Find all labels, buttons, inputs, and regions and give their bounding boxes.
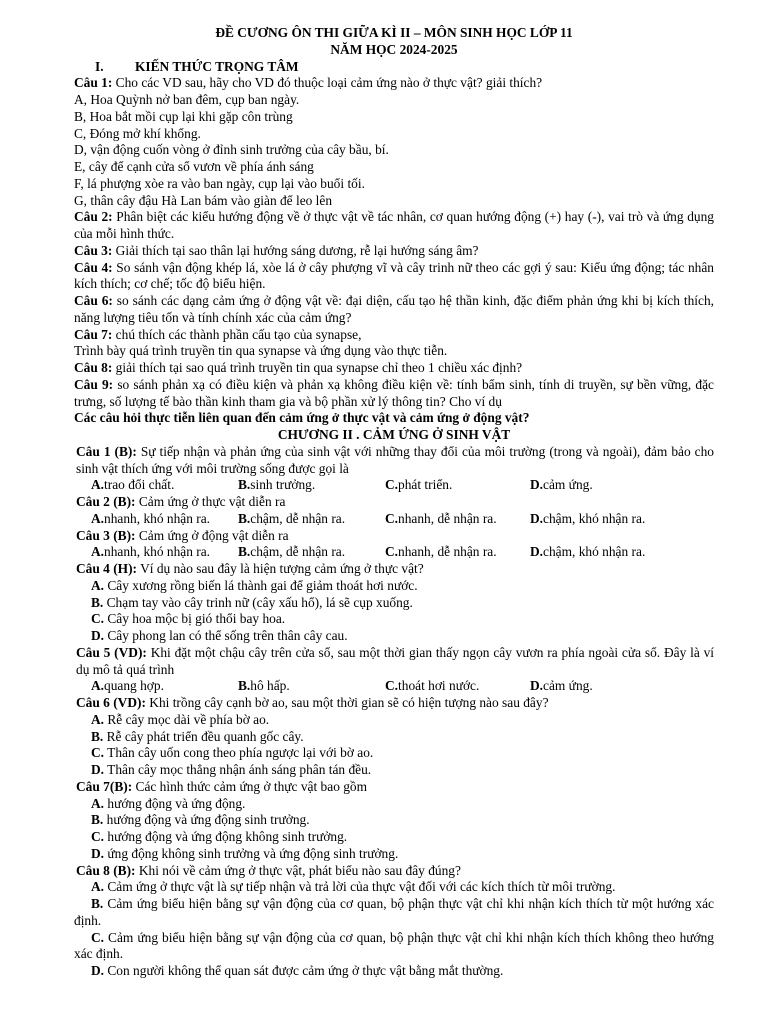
- question-label: Câu 6 (VD):: [76, 695, 146, 710]
- question-9: [74, 377, 714, 411]
- option-a: A.nhanh, khó nhận ra.: [91, 544, 211, 560]
- option-b: B.chậm, dễ nhận ra.: [238, 510, 346, 526]
- mc-question-8: [74, 863, 714, 880]
- option-a: A. hướng động và ứng động.: [91, 795, 246, 811]
- question-label: Câu 6:: [74, 293, 113, 308]
- option-a: A. Cảm ứng ở thực vật là sự tiếp nhận và trả lời của thực vật đối với các kích thích từ môi trường.: [91, 879, 616, 895]
- question-label: Câu 9:: [74, 376, 114, 392]
- school-year: NĂM HỌC 2024-2025: [330, 41, 458, 57]
- mc-options-2: [74, 511, 714, 528]
- option-b: B. Rễ cây phát triển đều quanh gốc cây.: [91, 728, 304, 744]
- option-d: D.chậm, khó nhận ra.: [530, 510, 646, 526]
- question-label: Câu 8:: [74, 360, 113, 375]
- question-label: Câu 4:: [74, 259, 113, 275]
- option-c: C.phát triển.: [385, 477, 453, 493]
- question-text: so sánh các dạng cảm ứng ở động vật về: đại diện, cấu tạo hệ thần kinh, đặc điểm phản ứng khi bị kích thích, năng lượng tiêu tốn và tính chính xác của cảm ứng?: [74, 293, 714, 325]
- mc-question-4: [74, 561, 714, 578]
- question-text: Sự tiếp nhận và phản ứng của sinh vật với những thay đổi của môi trường (trong và ngoài), đảm bảo cho sinh vật thích ứng với môi trường sống được gọi là: [76, 443, 714, 476]
- option-a: A.quang hợp.: [91, 678, 164, 694]
- question-text: Khi trồng cây cạnh bờ ao, sau một thời gian sẽ có hiện tượng nào sau đây?: [145, 695, 549, 710]
- mc-question-3: [74, 528, 714, 545]
- question-label: Câu 7:: [74, 326, 113, 342]
- question-1: [74, 75, 714, 92]
- question-label: Câu 1 (B):: [76, 443, 137, 459]
- practical-questions-heading: Các câu hỏi thực tiễn liên quan đến cảm ứng ở thực vật và cảm ứng ở động vật?: [74, 410, 530, 426]
- question-text: Cảm ứng ở thực vật diễn ra: [135, 494, 286, 509]
- question-label: Câu 5 (VD):: [76, 644, 147, 660]
- option-b: B.chậm, dễ nhận ra.: [238, 544, 346, 560]
- question-text: so sánh phản xạ có điều kiện và phản xạ không điều kiện về: tính bẩm sinh, tính di truyền, sự bền vững, đặc trưng, số lượng tế bào thần kinh tham gia và bộ phần xử lý thông tin? Cho ví dụ: [74, 376, 714, 409]
- question-label: Câu 7(B):: [76, 778, 133, 794]
- mc-question-2: [74, 494, 714, 511]
- section-label: KIẾN THỨC TRỌNG TÂM: [135, 58, 299, 74]
- option-c: C. hướng động và ứng động không sinh trưởng.: [91, 829, 348, 844]
- mc-question-6: [74, 695, 714, 712]
- chapter-heading: CHƯƠNG II . CẢM ỨNG Ở SINH VẬT: [277, 427, 511, 442]
- question-label: Câu 3 (B):: [76, 527, 136, 543]
- question-text: Phân biệt các kiểu hướng động về ở thực vật về tác nhân, cơ quan hướng động (+) hay (-), vai trò và ứng dụng của mỗi hình thức.: [74, 209, 714, 241]
- question-label: Câu 2:: [74, 209, 113, 225]
- option-b: B. Chạm tay vào cây trinh nữ (cây xấu hổ), lá sẽ cụp xuống.: [91, 594, 413, 610]
- option-a: A. Cây xương rồng biến lá thành gai để giảm thoát hơi nước.: [91, 577, 418, 593]
- question-7-line-2: Trình bày quá trình truyền tin qua synapse và ứng dụng vào thực tiễn.: [74, 343, 448, 359]
- example-d: D, vận động cuốn vòng ở đỉnh sinh trưởng của cây bầu, bí.: [74, 142, 389, 158]
- option-b: B. Cảm ứng biểu hiện bằng sự vận động của cơ quan, bộ phận thực vật chỉ khi nhận kích thích từ một hướng xác định.: [74, 896, 714, 928]
- mc-options-3: [74, 544, 714, 561]
- option-c: C.nhanh, dễ nhận ra.: [385, 510, 497, 526]
- document-page: [74, 25, 714, 980]
- question-text: Cảm ứng ở động vật diễn ra: [135, 527, 289, 543]
- option-a: A.nhanh, khó nhận ra.: [91, 510, 211, 526]
- example-b: B, Hoa bắt mồi cụp lại khi gặp côn trùng: [74, 108, 293, 124]
- example-f: F, lá phượng xòe ra vào ban ngày, cụp lại vào buổi tối.: [74, 175, 365, 191]
- mc-options-5: [74, 678, 714, 695]
- question-6: [74, 293, 714, 327]
- question-4: [74, 260, 714, 294]
- option-b: B.hô hấp.: [238, 678, 290, 694]
- option-d: D. Thân cây mọc thẳng nhận ánh sáng phân tán đều.: [91, 762, 372, 777]
- question-7: [74, 327, 714, 344]
- question-text: Các hình thức cảm ứng ở thực vật bao gồm: [132, 778, 368, 794]
- question-8: [74, 360, 714, 377]
- option-a: A. Rễ cây mọc dài về phía bờ ao.: [91, 711, 270, 727]
- option-d: D.cảm ứng.: [530, 477, 593, 493]
- section-number: I.: [95, 58, 104, 74]
- mc-question-5: [74, 645, 714, 679]
- option-c: C.nhanh, dễ nhận ra.: [385, 544, 497, 560]
- question-label: Câu 8 (B):: [76, 862, 136, 878]
- option-d: D. ứng động không sinh trưởng và ứng động sinh trưởng.: [91, 845, 399, 861]
- section-heading: [74, 59, 714, 76]
- question-label: Câu 1:: [74, 75, 113, 91]
- question-2: [74, 209, 714, 243]
- option-d: D. Con người không thể quan sát được cảm ứng ở thực vật bằng mắt thường.: [91, 963, 504, 978]
- question-text: So sánh vận động khép lá, xòe lá ở cây phượng vĩ và cây trinh nữ theo các gợi ý sau: Kiểu ứng động; tác nhân kích thích; cơ chế; tốc độ biểu hiện.: [74, 259, 714, 292]
- option-c: C. Thân cây uốn cong theo phía ngược lại với bờ ao.: [91, 745, 374, 761]
- question-text: Ví dụ nào sau đây là hiện tượng cảm ứng ở thực vật?: [137, 561, 424, 576]
- example-g: G, thân cây đậu Hà Lan bám vào giàn để leo lên: [74, 192, 333, 208]
- option-d: D. Cây phong lan có thể sống trên thân cây cau.: [91, 628, 348, 643]
- option-c: C. Cây hoa mộc bị gió thổi bay hoa.: [91, 611, 286, 627]
- example-a: A, Hoa Quỳnh nở ban đêm, cụp ban ngày.: [74, 92, 300, 107]
- mc-options-1: [74, 477, 714, 494]
- document-title: ĐỀ CƯƠNG ÔN THI GIỮA KÌ II – MÔN SINH HỌC LỚP 11: [215, 25, 573, 40]
- question-text: Khi nói về cảm ứng ở thực vật, phát biểu nào sau đây đúng?: [135, 862, 461, 878]
- question-label: Câu 4 (H):: [76, 561, 137, 576]
- question-label: Câu 3:: [74, 242, 113, 258]
- question-label: Câu 2 (B):: [76, 494, 136, 509]
- question-text: Khi đặt một chậu cây trên cửa sổ, sau một thời gian thấy ngọn cây vươn ra phía ngoài cửa sổ. Đây là ví dụ mô tả quá trình: [76, 644, 715, 677]
- option-b: B.sinh trưởng.: [238, 477, 316, 493]
- example-e: E, cây để cạnh cửa sổ vươn về phía ánh sáng: [74, 159, 314, 174]
- option-d: D.chậm, khó nhận ra.: [530, 544, 646, 560]
- option-a: A.trao đổi chất.: [91, 477, 175, 493]
- option-b: B. hướng động và ứng động sinh trưởng.: [91, 812, 310, 828]
- option-c: C.thoát hơi nước.: [385, 678, 480, 694]
- option-c: C. Cảm ứng biểu hiện bằng sự vận động của cơ quan, bộ phận thực vật chỉ khi nhận kích thích không theo hướng xác định.: [74, 929, 714, 962]
- question-3: [74, 243, 714, 260]
- question-text: Cho các VD sau, hãy cho VD đó thuộc loại cảm ứng nào ở thực vật? giải thích?: [112, 75, 543, 91]
- question-text: chú thích các thành phần cấu tạo của synapse,: [112, 326, 362, 342]
- mc-question-1: [74, 444, 714, 478]
- example-c: C, Đóng mở khí khổng.: [74, 125, 201, 141]
- question-text: Giải thích tại sao thân lại hướng sáng dương, rễ lại hướng sáng âm?: [112, 242, 479, 258]
- option-d: D.cảm ứng.: [530, 678, 593, 694]
- mc-question-7: [74, 779, 714, 796]
- question-text: giải thích tại sao quá trình truyền tin qua synapse chỉ theo 1 chiều xác định?: [112, 360, 523, 375]
